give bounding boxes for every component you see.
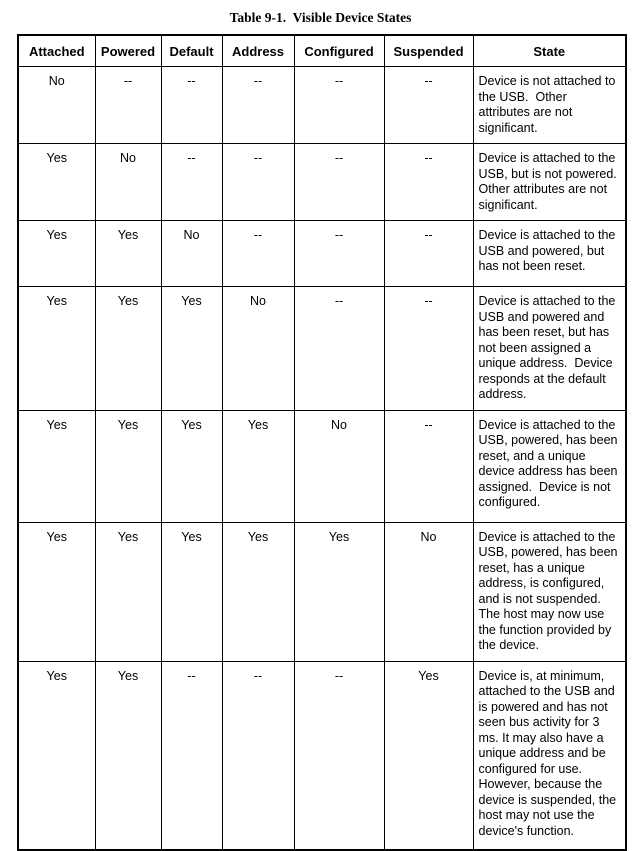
- cell-default: No: [161, 221, 222, 287]
- column-header-attached: Attached: [18, 35, 95, 67]
- cell-state: Device is attached to the USB and powered, but has not been reset.: [473, 221, 626, 287]
- table-caption: Table 9-1. Visible Device States: [229, 10, 412, 25]
- table-row: [18, 221, 626, 287]
- cell-default: --: [161, 661, 222, 850]
- cell-address: No: [222, 287, 294, 411]
- cell-suspended: Yes: [384, 661, 473, 850]
- table-header-row: [18, 35, 626, 67]
- cell-state: Device is attached to the USB and powered and has been reset, but has not been assigned a unique address. Device responds at the default address.: [473, 287, 626, 411]
- cell-address: Yes: [222, 522, 294, 661]
- cell-state: Device is attached to the USB, powered, has been reset, and a unique device address has been assigned. Device is not configured.: [473, 410, 626, 522]
- table-row: [18, 522, 626, 661]
- cell-powered: Yes: [95, 410, 161, 522]
- table-row: [18, 67, 626, 144]
- cell-powered: Yes: [95, 661, 161, 850]
- cell-default: --: [161, 67, 222, 144]
- cell-suspended: --: [384, 144, 473, 221]
- table-row: [18, 661, 626, 850]
- cell-configured: Yes: [294, 522, 384, 661]
- cell-attached: Yes: [18, 287, 95, 411]
- column-header-powered: Powered: [95, 35, 161, 67]
- cell-suspended: No: [384, 522, 473, 661]
- column-header-default: Default: [161, 35, 222, 67]
- cell-powered: No: [95, 144, 161, 221]
- cell-configured: --: [294, 221, 384, 287]
- cell-configured: --: [294, 144, 384, 221]
- cell-configured: --: [294, 661, 384, 850]
- cell-default: Yes: [161, 522, 222, 661]
- table-row: [18, 287, 626, 411]
- cell-powered: --: [95, 67, 161, 144]
- table-body: [18, 67, 626, 851]
- column-header-address: Address: [222, 35, 294, 67]
- cell-state: Device is not attached to the USB. Other attributes are not significant.: [473, 67, 626, 144]
- cell-powered: Yes: [95, 221, 161, 287]
- cell-powered: Yes: [95, 287, 161, 411]
- cell-address: --: [222, 221, 294, 287]
- table-row: [18, 410, 626, 522]
- cell-suspended: --: [384, 410, 473, 522]
- column-header-suspended: Suspended: [384, 35, 473, 67]
- cell-default: Yes: [161, 287, 222, 411]
- cell-state: Device is, at minimum, attached to the USB and is powered and has not seen bus activity for 3 ms. It may also have a unique address and be configured for use. However, because the device is suspended, the host may not use the device's function.: [473, 661, 626, 850]
- column-header-configured: Configured: [294, 35, 384, 67]
- cell-state: Device is attached to the USB, powered, has been reset, has a unique address, is configured, and is not suspended. The host may now use the function provided by the device.: [473, 522, 626, 661]
- cell-attached: Yes: [18, 522, 95, 661]
- cell-attached: No: [18, 67, 95, 144]
- cell-suspended: --: [384, 67, 473, 144]
- cell-attached: Yes: [18, 661, 95, 850]
- cell-configured: --: [294, 287, 384, 411]
- cell-address: --: [222, 144, 294, 221]
- table-row: [18, 144, 626, 221]
- visible-device-states-table: [17, 34, 627, 851]
- cell-powered: Yes: [95, 522, 161, 661]
- cell-attached: Yes: [18, 221, 95, 287]
- cell-state: Device is attached to the USB, but is not powered. Other attributes are not significant.: [473, 144, 626, 221]
- cell-default: Yes: [161, 410, 222, 522]
- document-page: [0, 10, 641, 840]
- cell-address: Yes: [222, 410, 294, 522]
- cell-attached: Yes: [18, 144, 95, 221]
- column-header-state: State: [473, 35, 626, 67]
- cell-attached: Yes: [18, 410, 95, 522]
- cell-default: --: [161, 144, 222, 221]
- cell-configured: --: [294, 67, 384, 144]
- cell-address: --: [222, 67, 294, 144]
- cell-suspended: --: [384, 287, 473, 411]
- cell-suspended: --: [384, 221, 473, 287]
- cell-address: --: [222, 661, 294, 850]
- cell-configured: No: [294, 410, 384, 522]
